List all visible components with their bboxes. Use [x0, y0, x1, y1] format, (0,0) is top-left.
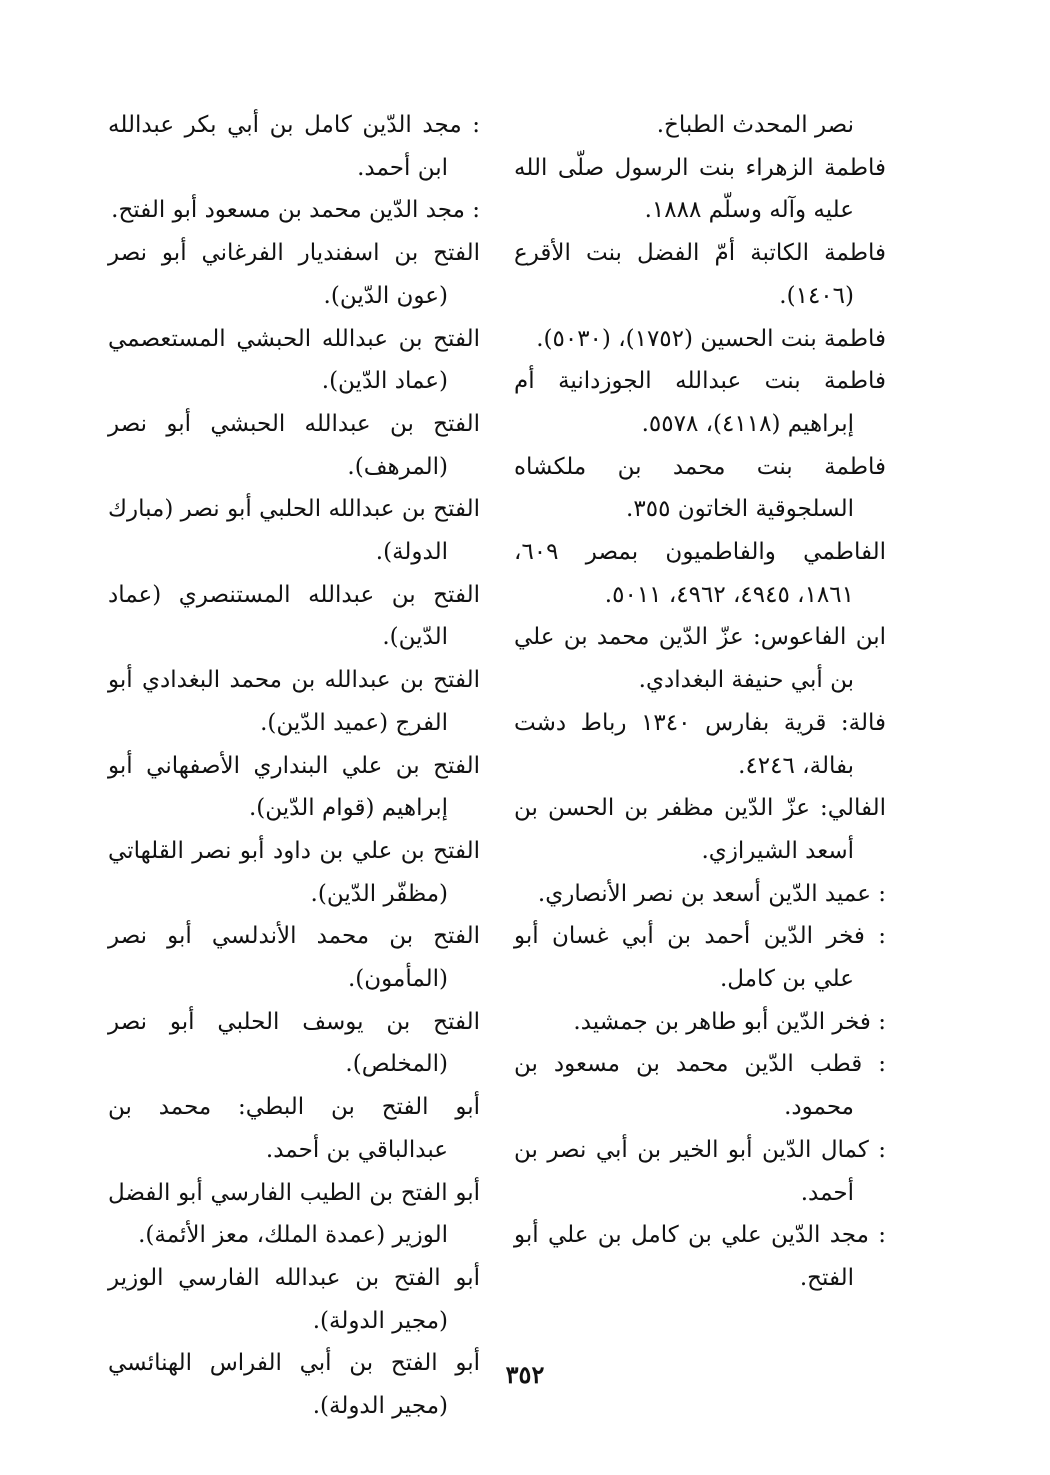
index-entry: الفتح بن علي بن داود أبو نصر القلهاتي (مظفّر الدّين). [108, 837, 480, 907]
index-entry: : عميد الدّين أسعد بن نصر الأنصاري. [537, 880, 886, 907]
index-entry: أبو الفتح بن أبي الفراس الهنائسي (مجير الدولة). [108, 1350, 480, 1420]
index-entry: الفتح بن علي البنداري الأصفهاني أبو إبراهيم (قوام الدّين). [108, 752, 480, 822]
index-entry: فالة: قرية بفارس ١٣٤٠ رباط دشت بفالة، ٤٢٤٦. [514, 709, 887, 779]
index-entry: الفتح بن اسفنديار الفرغاني أبو نصر (عون الدّين). [108, 240, 480, 309]
index-entry: الفتح بن عبدالله المستنصري (عماد الدّين). [108, 581, 480, 651]
index-entry: ابن الفاعوس: عزّ الدّين محمد بن علي بن أبي حنيفة البغدادي. [514, 624, 886, 694]
index-entry: : فخر الدّين أبو طاهر بن جمشيد. [573, 1008, 886, 1035]
index-entry: فاطمة الكاتبة أمّ الفضل بنت الأقرع (١٤٠٦). [514, 240, 886, 309]
index-entry: أبو الفتح بن الطيب الفارسي أبو الفضل الوزير (عمدة الملك، معز الأئمة). [108, 1179, 480, 1249]
index-column-right [514, 104, 886, 1300]
index-entry: فاطمة بنت عبدالله الجوزدانية أم إبراهيم (٤١١٨)، ٥٥٧٨. [514, 368, 886, 437]
index-entry: الفتح بن عبدالله الحبشي المستعصمي (عماد الدّين). [108, 325, 480, 395]
index-entry: الفتح بن محمد الأندلسي أبو نصر (المأمون). [108, 923, 480, 993]
index-entry: : مجد الدّين محمد بن مسعود أبو الفتح. [111, 197, 480, 224]
index-entry: فاطمة بنت محمد بن ملكشاه السلجوقية الخاتون ٣٥٥. [514, 453, 886, 523]
index-entry: : مجد الدّين كامل بن أبي بكر عبدالله ابن أحمد. [108, 112, 480, 181]
page-number: ٣٥٢ [505, 1360, 545, 1389]
index-entry: الفتح بن يوسف الحلبي أبو نصر (المخلص). [108, 1008, 480, 1078]
index-column-left [108, 104, 480, 1428]
index-entry: : كمال الدّين أبو الخير بن أبي نصر بن أحمد. [514, 1136, 886, 1206]
index-entry: : مجد الدّين علي بن كامل بن علي أبو الفتح. [514, 1222, 886, 1291]
index-entry: فاطمة بنت الحسين (١٧٥٢)، (٥٠٣٠). [536, 325, 886, 352]
index-entry: الفاطمي والفاطميون بمصر ٦٠٩، ١٨٦١، ٤٩٤٥، ٤٩٦٢، ٥٠١١. [514, 539, 886, 608]
index-entry: الفتح بن عبدالله الحلبي أبو نصر (مبارك الدولة). [108, 496, 480, 566]
index-entry: أبو الفتح بن البطي: محمد بن عبدالباقي بن أحمد. [108, 1094, 480, 1163]
index-entry: : فخر الدّين أحمد بن أبي غسان أبو علي بن كامل. [514, 923, 886, 993]
index-entry: فاطمة الزهراء بنت الرسول صلّى الله عليه وآله وسلّم ١٨٨٨. [514, 154, 886, 224]
index-entry: الفتح بن عبدالله الحبشي أبو نصر (المرهف). [108, 410, 480, 480]
index-entry: الفالي: عزّ الدّين مظفر بن الحسن بن أسعد الشيرازي. [514, 795, 886, 864]
index-entry: أبو الفتح بن عبدالله الفارسي الوزير (مجير الدولة). [108, 1264, 480, 1334]
index-entry: : قطب الدّين محمد بن مسعود بن محمود. [514, 1051, 886, 1121]
index-entry: نصر المحدث الطباخ. [656, 112, 854, 138]
index-entry: الفتح بن عبدالله بن محمد البغدادي أبو الفرج (عميد الدّين). [108, 667, 480, 736]
